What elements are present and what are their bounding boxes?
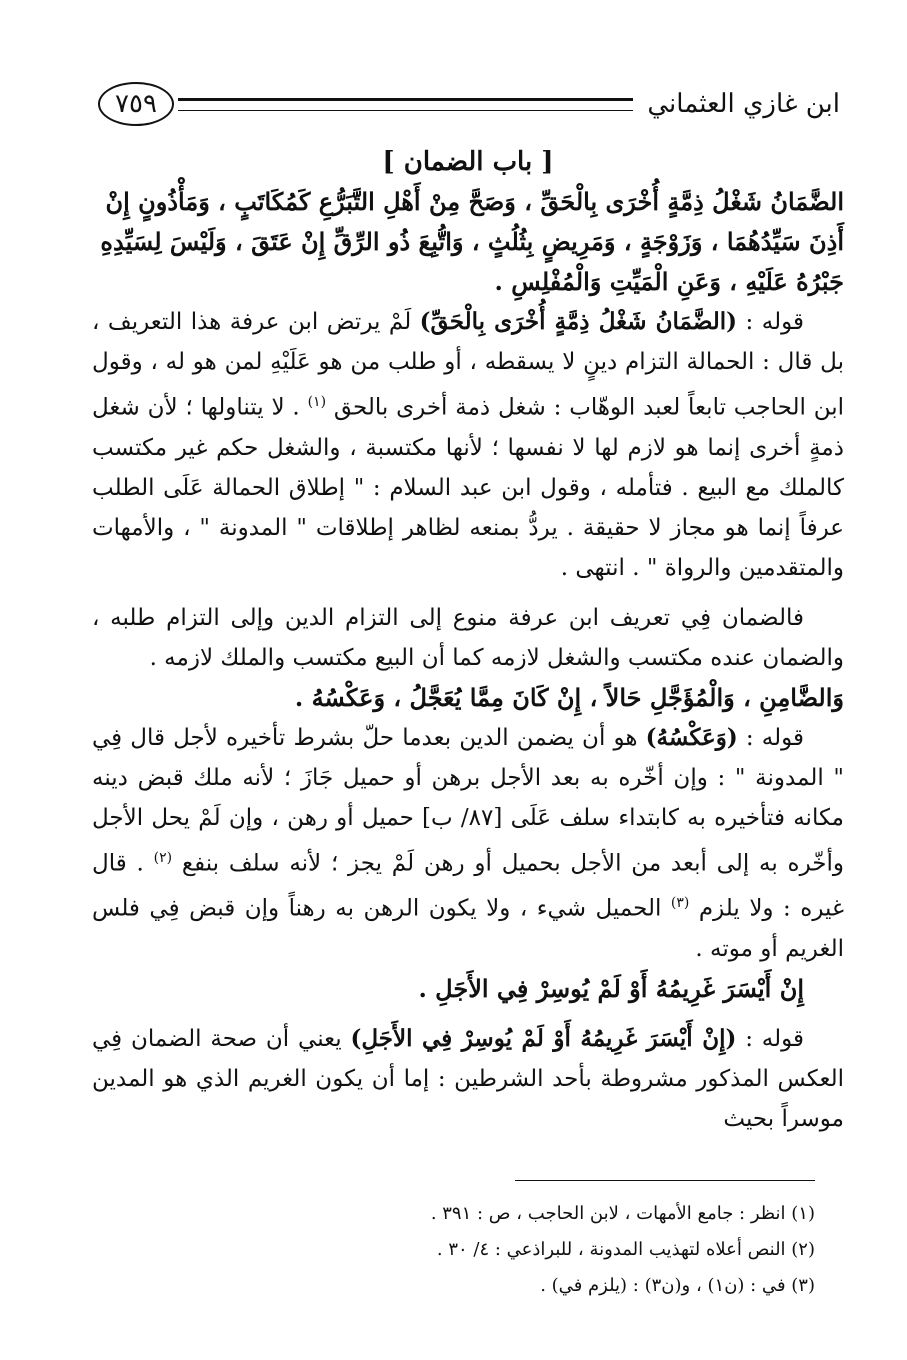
paragraph-lead: قوله : — [737, 309, 804, 335]
commentary-paragraph — [92, 302, 844, 588]
running-head: ابن غازي العثماني — [647, 89, 840, 119]
paragraph-text: يعني أن صحة الضمان فِي العكس المذكور مشروطة بأحد الشرطين : إما أن يكون الغريم الذي هو المدين موسراً بحيث — [92, 1025, 844, 1132]
footnotes — [115, 1196, 815, 1304]
footnote-marker: (٣) — [670, 895, 690, 912]
matn-text: وَالضَّامِنِ ، وَالْمُؤَجَّلِ حَالاً ، إِنْ كَانَ مِمَّا يُعَجَّلُ ، وَعَكْسُهُ . — [294, 682, 844, 712]
matn-text: الضَّمَانُ شَغْلُ ذِمَّةٍ أُخْرَى بِالْحَقِّ ، وَصَحَّ مِنْ أَهْلِ التَّبَرُّعِ كَمُكَاتَبٍ ، وَمَأْذُونٍ إِنْ أَذِنَ سَيِّدُهُمَا ، وَزَوْجَةٍ ، وَمَرِيضٍ بِثُلُثٍ ، وَاتُّبِعَ ذُو الرِّقِّ إِنْ عَتَقَ ، وَلَيْسَ لِسَيِّدِهِ جَبْرُهُ عَلَيْهِ ، وَعَنِ الْمَيِّتِ وَالْمُفْلِسِ . — [100, 187, 844, 296]
quoted-matn: (وَعَكْسُهُ) — [645, 723, 738, 751]
paragraph-text: لَمْ يرتض ابن عرفة هذا التعريف ، بل قال : الحمالة التزام دينٍ لا يسقطه ، أو طلب من هو عَلَيْهِ لمن هو له ، وقول ابن الحاجب تابعاً لعبد الوهّاب : شغل ذمة أخرى بالحق — [92, 309, 844, 421]
commentary-paragraph: فالضمان فِي تعريف ابن عرفة منوع إلى التزام الدين وإلى التزام طلبه ، والضمان عنده مكتسب والشغل لازمه كما أن البيع مكتسب والملك لازمه . — [92, 604, 844, 671]
footnote: (٢) النص أعلاه لتهذيب المدونة ، للبراذعي : ٤/ ٣٠ . — [436, 1239, 815, 1260]
footnote-marker: (٢) — [153, 849, 173, 866]
matn-text: إِنْ أَيْسَرَ غَرِيمُهُ أَوْ لَمْ يُوسِرْ فِي الأَجَلِ . — [418, 973, 804, 1003]
footnote: (١) انظر : جامع الأمهات ، لابن الحاجب ، ص : ٣٩١ . — [430, 1203, 815, 1224]
paragraph-text: . قال غيره : ولا يلزم — [92, 850, 844, 922]
footnote: (٣) في : (ن١) ، و(ن٣) : (يلزم في) . — [540, 1275, 815, 1296]
paragraph-lead: قوله : — [736, 1025, 804, 1052]
commentary-paragraph — [92, 718, 844, 969]
page-header — [98, 74, 840, 134]
footnote-marker: (١) — [307, 394, 327, 410]
page-body — [92, 142, 844, 1139]
paragraph-text: الحميل شيء ، ولا يكون الرهن به رهناً وإن قبض فِي فلس الغريم أو موته . — [92, 895, 844, 962]
page-number: ٧٥٩ — [98, 82, 174, 126]
paragraph-lead: قوله : — [737, 724, 804, 751]
header-rule — [178, 98, 633, 111]
paragraph-text: . لا يتناولها ؛ لأن شغل ذمةٍ أخرى إنما هو لازم لها لا نفسها ؛ لأنها مكتسبة ، والشغل حكم غير مكتسب كالملك مع البيع . فتأمله ، وقول ابن عبد السلام : " إطلاق الحمالة عَلَى الطلب عرفاً إنما هو مجاز لا حقيقة . يردُّ بمنعه لظاهر إطلاقات " المدونة " ، والأمهات والمتقدمين والرواة " . انتهى . — [92, 394, 844, 581]
quoted-matn: (إِنْ أَيْسَرَ غَرِيمُهُ أَوْ لَمْ يُوسِرْ فِي الأَجَلِ) — [350, 1024, 737, 1052]
commentary-paragraph — [92, 1019, 844, 1139]
chapter-title: [ باب الضمان ] — [382, 147, 554, 177]
paragraph-text: هو أن يضمن الدين بعدما حلّ بشرط تأخيره لأجل قال فِي " المدونة " : وإن أخّره به بعد الأجل برهن أو حميل جَازَ ؛ لأنه ملك قبض دينه مكانه فتأخيره به كابتداء سلف عَلَى [٨٧/ ب] حميل أو رهن ، وإن لَمْ يحل الأجل وأخّره به إلى أبعد من الأجل بحميل أو رهن لَمْ يجز ؛ لأنه سلف بنفع — [92, 724, 845, 877]
quoted-matn: (الضَّمَانُ شَغْلُ ذِمَّةٍ أُخْرَى بِالْحَقِّ) — [419, 308, 738, 335]
footnote-separator — [515, 1180, 815, 1181]
